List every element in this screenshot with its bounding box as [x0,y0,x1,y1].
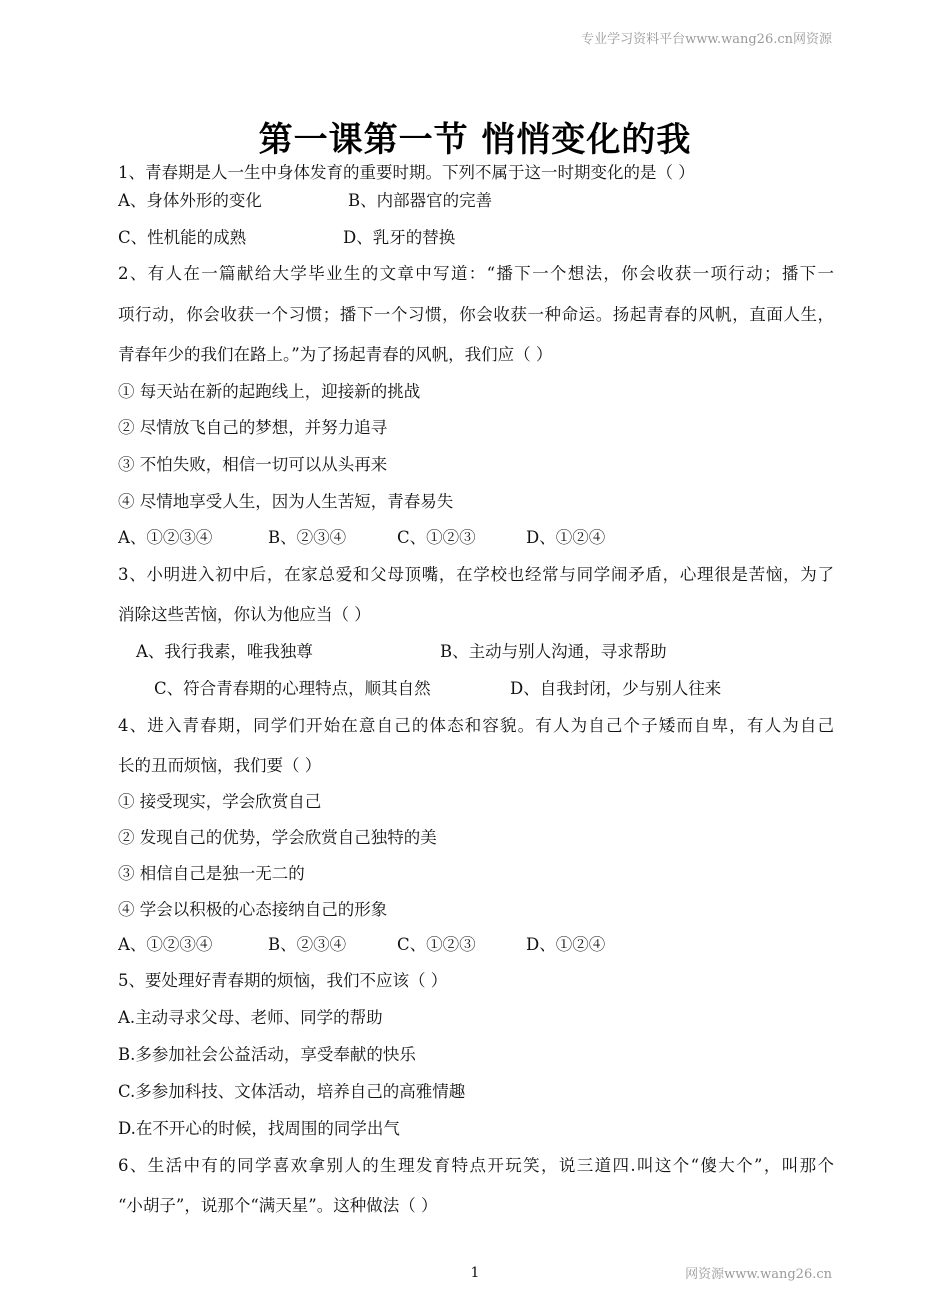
question-4-option-d: D、①②④ [526,935,606,954]
question-4-option-b: B、②③④ [268,935,347,954]
question-1-option-c: C、性机能的成熟 [118,228,247,247]
question-2-stem-line-1: 2、有人在一篇献给大学毕业生的文章中写道：“播下一个想法，你会收获一项行动；播下一 [118,264,834,283]
question-4-item-2: ② 发现自己的优势，学会欣赏自己独特的美 [118,828,437,847]
question-2-option-b: B、②③④ [268,528,347,547]
question-1-option-a: A、身体外形的变化 [118,191,262,210]
page-number: 1 [470,1265,480,1281]
question-3-stem-line-1: 3、小明进入初中后，在家总爱和父母顶嘴，在学校也经常与同学闹矛盾，心理很是苦恼，为了 [118,565,834,584]
question-2-option-d: D、①②④ [526,528,606,547]
question-1-option-d: D、乳牙的替换 [343,228,456,247]
question-2-stem-line-3: 青春年少的我们在路上。”为了扬起青春的风帆，我们应（ ） [118,345,553,364]
question-4-stem-line-2: 长的丑而烦恼，我们要（ ） [118,756,322,775]
question-2-item-2: ② 尽情放飞自己的梦想，并努力追寻 [118,418,388,437]
question-1-option-b: B、内部器官的完善 [348,191,493,210]
question-6-stem-line-2: “小胡子”，说那个“满天星”。这种做法（ ） [118,1196,438,1215]
question-5-option-a: A.主动寻求父母、老师、同学的帮助 [118,1008,383,1027]
question-4-stem-line-1: 4、进入青春期，同学们开始在意自己的体态和容貌。有人为自己个子矮而自卑，有人为自己 [118,716,834,735]
page-header-watermark: 专业学习资料平台www.wang26.cn网资源 [581,32,832,47]
question-5-option-d: D.在不开心的时候，找周围的同学出气 [118,1119,400,1138]
question-3-option-c: C、符合青春期的心理特点，顺其自然 [154,679,431,698]
question-4-item-3: ③ 相信自己是独一无二的 [118,864,305,883]
question-2-option-c: C、①②③ [397,528,476,547]
question-4-option-a: A、①②③④ [118,935,213,954]
question-2-item-4: ④ 尽情地享受人生，因为人生苦短，青春易失 [118,492,454,511]
question-3-option-b: B、主动与别人沟通，寻求帮助 [440,642,667,661]
question-3-option-a: A、我行我素，唯我独尊 [136,642,313,661]
question-4-item-1: ① 接受现实，学会欣赏自己 [118,792,322,811]
question-3-stem-line-2: 消除这些苦恼，你认为他应当（ ） [118,605,371,624]
question-2-item-3: ③ 不怕失败，相信一切可以从头再来 [118,455,388,474]
question-5-option-c: C.多参加科技、文体活动，培养自己的高雅情趣 [118,1082,466,1101]
question-5-stem: 5、要处理好青春期的烦恼，我们不应该（ ） [118,971,448,990]
question-2-stem-line-2: 项行动，你会收获一个习惯；播下一个习惯，你会收获一种命运。扬起青春的风帆，直面人生， [118,305,834,324]
question-2-option-a: A、①②③④ [118,528,213,547]
page-title: 第一课第一节 悄悄变化的我 [258,120,692,160]
question-4-item-4: ④ 学会以积极的心态接纳自己的形象 [118,900,388,919]
question-5-option-b: B.多参加社会公益活动，享受奉献的快乐 [118,1045,416,1064]
question-6-stem-line-1: 6、生活中有的同学喜欢拿别人的生理发育特点开玩笑，说三道四.叫这个“傻大个”，叫那个 [118,1156,834,1175]
page-footer-watermark: 网资源www.wang26.cn [685,1267,832,1282]
question-2-item-1: ① 每天站在新的起跑线上，迎接新的挑战 [118,382,421,401]
question-1-stem: 1、青春期是人一生中身体发育的重要时期。下列不属于这一时期变化的是（ ） [118,163,695,182]
question-4-option-c: C、①②③ [397,935,476,954]
question-3-option-d: D、自我封闭，少与别人往来 [510,679,722,698]
